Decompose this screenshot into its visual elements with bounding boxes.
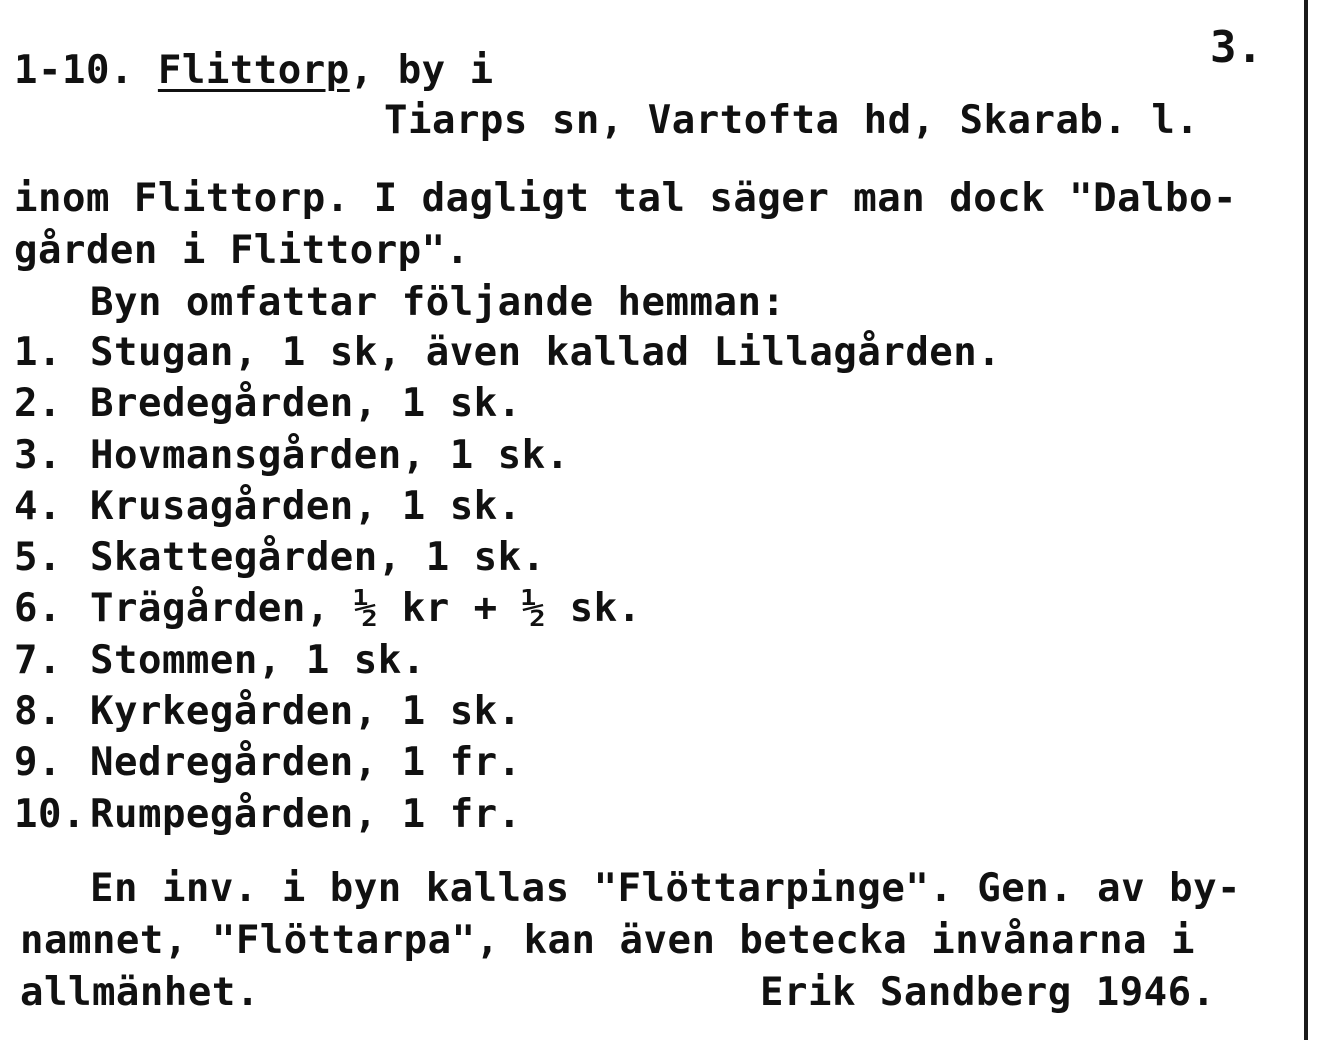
farm-item [14, 330, 1001, 381]
intro-line-1: inom Flittorp. I dagligt tal säger man dock "Dalbo- [14, 176, 1237, 221]
farm-item [14, 740, 1001, 791]
card-edge-line [1304, 0, 1308, 1040]
farm-number: 5. [14, 535, 62, 581]
farm-text: Bredegården, 1 sk. [90, 381, 522, 427]
farm-text: Stugan, 1 sk, även kallad Lillagården. [90, 330, 1002, 375]
farm-number: 3. [14, 432, 62, 478]
farm-text: Rumpegården, 1 fr. [90, 791, 522, 837]
farm-number: 7. [14, 637, 62, 683]
closing-line-1: En inv. i byn kallas "Flöttarpinge". Gen. av by- [90, 866, 1242, 911]
farm-item [14, 484, 1001, 535]
farm-text: Stommen, 1 sk. [90, 637, 426, 683]
farm-item [14, 433, 1001, 484]
page-number: 3. [1210, 22, 1263, 73]
farm-list [14, 330, 1001, 843]
farm-item [14, 792, 1001, 843]
intro-line-2: gården i Flittorp". [14, 228, 470, 273]
closing-line-2: namnet, "Flöttarpa", kan även betecka invånarna i [20, 918, 1196, 963]
entry-range: 1-10. [14, 48, 134, 93]
farm-number: 8. [14, 689, 62, 735]
place-name: Flittorp [157, 48, 350, 93]
location-line: Tiarps sn, Vartofta hd, Skarab. l. [384, 98, 1200, 143]
farm-item [14, 689, 1001, 740]
farm-text: Hovmansgården, 1 sk. [90, 432, 570, 478]
farm-number: 9. [14, 740, 62, 786]
farm-number: 1. [14, 330, 62, 375]
header-line [14, 48, 494, 94]
farm-item [14, 381, 1001, 432]
signature: Erik Sandberg 1946. [760, 970, 1216, 1015]
farm-number: 6. [14, 586, 62, 632]
farm-item [14, 586, 1001, 637]
intro-line-3: Byn omfattar följande hemman: [90, 280, 786, 325]
farm-number: 4. [14, 483, 62, 529]
place-type: , by i [349, 48, 494, 93]
farm-text: Kyrkegården, 1 sk. [90, 689, 522, 735]
farm-item [14, 638, 1001, 689]
farm-text: Skattegården, 1 sk. [90, 535, 546, 581]
farm-text: Nedregården, 1 fr. [90, 740, 522, 786]
farm-number: 2. [14, 381, 62, 427]
farm-text: Krusagården, 1 sk. [90, 483, 522, 529]
farm-item [14, 535, 1001, 586]
farm-text: Trägården, ½ kr + ½ sk. [90, 586, 642, 632]
farm-number: 10. [14, 791, 86, 837]
closing-line-3: allmänhet. [20, 970, 260, 1015]
